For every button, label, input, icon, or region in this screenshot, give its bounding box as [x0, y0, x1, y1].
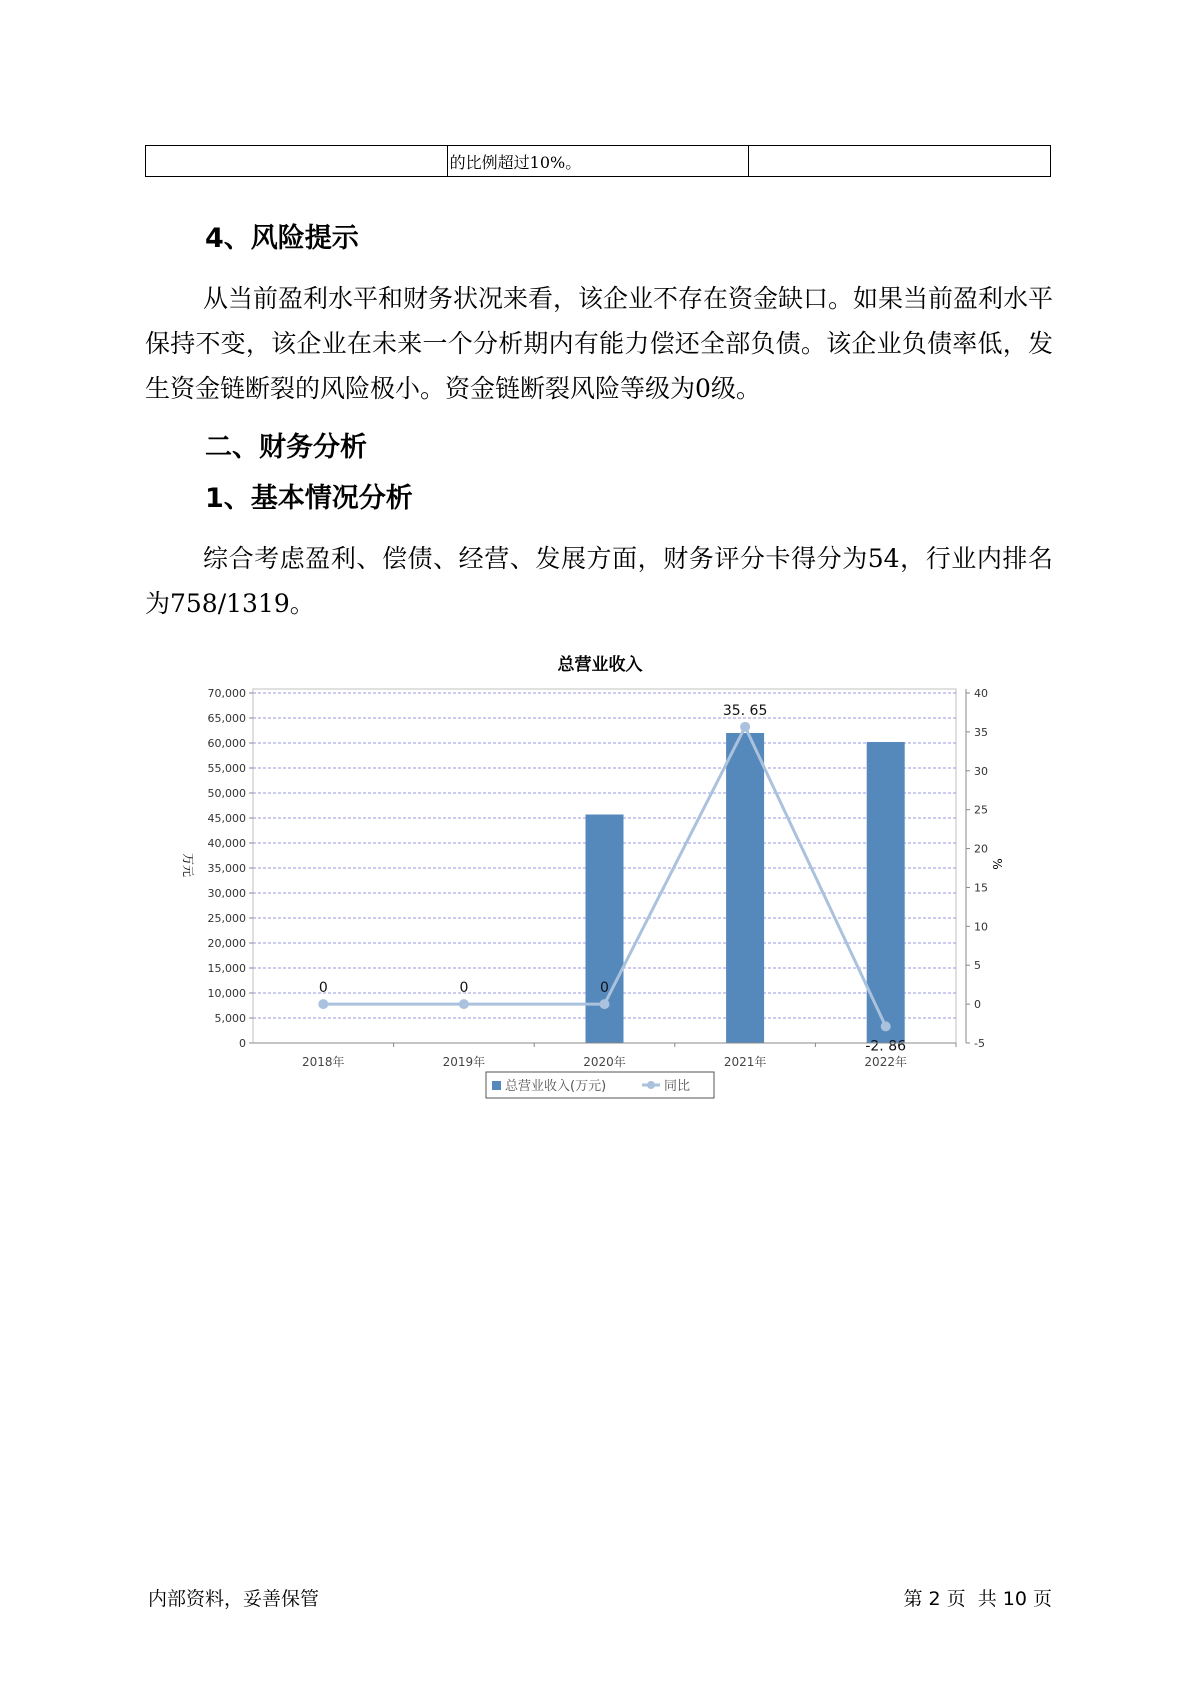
y-right-tick-label: 20 — [974, 842, 988, 856]
chart-legend — [486, 1072, 714, 1098]
section-heading-financial: 二、财务分析 — [205, 432, 367, 463]
chart-title: 总营业收入 — [557, 655, 643, 675]
data-label: 0 — [459, 980, 469, 997]
line-point — [459, 999, 469, 1009]
revenue-chart — [170, 650, 1030, 1110]
table-cell — [749, 146, 1051, 177]
legend-line-label: 同比 — [664, 1079, 691, 1094]
y-tick-label: 50,000 — [207, 787, 246, 800]
y-right-tick-label: 40 — [974, 687, 988, 700]
line-point — [318, 999, 328, 1009]
y-right-tick-label: 10 — [974, 920, 988, 934]
y-tick-label: 35,000 — [207, 862, 246, 875]
y-right-tick-label: 0 — [974, 998, 981, 1012]
y-tick-label: 60,000 — [207, 737, 246, 750]
data-label: 0 — [318, 980, 328, 997]
bar — [726, 733, 764, 1043]
y-right-tick-label: 35 — [974, 725, 988, 739]
line-point — [740, 722, 750, 732]
y-tick-label: 10,000 — [207, 987, 246, 1000]
y-tick-label: 40,000 — [207, 837, 246, 850]
y-axis-label: 万元 — [181, 852, 195, 878]
legend-line-marker — [647, 1081, 655, 1089]
table-cell: 的比例超过10%。 — [447, 146, 749, 177]
section-heading-basic: 1、基本情况分析 — [205, 483, 413, 514]
line-point — [600, 999, 610, 1009]
y-axis-right-label: % — [990, 858, 1004, 870]
x-tick-label: 2020年 — [583, 1055, 626, 1069]
y-tick-label: 0 — [239, 1037, 246, 1050]
legend-bar-label: 总营业收入(万元) — [505, 1079, 607, 1094]
table-row — [146, 146, 1051, 177]
y-tick-label: 25,000 — [207, 912, 246, 925]
y-tick-label: 20,000 — [207, 937, 246, 950]
x-tick-label: 2018年 — [302, 1055, 345, 1069]
y-right-tick-label: 25 — [974, 803, 988, 817]
legend-bar-swatch — [492, 1081, 501, 1090]
table-fragment — [145, 145, 1051, 177]
x-tick-label: 2022年 — [864, 1055, 907, 1069]
y-right-tick-label: 30 — [974, 764, 988, 778]
footer-page-number: 第 2 页 共 10 页 — [903, 1588, 1052, 1610]
footer-confidential: 内部资料，妥善保管 — [148, 1588, 320, 1610]
y-tick-label: 30,000 — [207, 887, 246, 900]
y-right-tick-label: -5 — [974, 1037, 985, 1050]
x-tick-label: 2021年 — [723, 1055, 767, 1069]
line-point — [881, 1021, 891, 1031]
basic-paragraph: 综合考虑盈利、偿债、经营、发展方面，财务评分卡得分为54，行业内排名为758/1319。 — [145, 544, 1053, 618]
y-tick-label: 45,000 — [207, 812, 246, 825]
y-tick-label: 55,000 — [207, 762, 246, 775]
risk-paragraph: 从当前盈利水平和财务状况来看，该企业不存在资金缺口。如果当前盈利水平保持不变，该企业在未来一个分析期内有能力偿还全部负债。该企业负债率低，发生资金链断裂的风险极小。资金链断裂风险等级为0级。 — [145, 284, 1054, 403]
y-tick-label: 5,000 — [214, 1012, 246, 1025]
data-label: -2. 86 — [865, 1038, 907, 1055]
section-heading-risk: 4、风险提示 — [205, 223, 359, 254]
data-label: 0 — [600, 980, 609, 997]
y-right-tick-label: 15 — [974, 881, 988, 895]
table-cell — [146, 146, 448, 177]
y-tick-label: 70,000 — [207, 687, 246, 700]
y-tick-label: 15,000 — [207, 962, 246, 975]
data-label: 35. 65 — [722, 702, 768, 719]
y-right-tick-label: 5 — [974, 959, 981, 973]
y-tick-label: 65,000 — [207, 712, 246, 725]
x-tick-label: 2019年 — [442, 1055, 486, 1069]
